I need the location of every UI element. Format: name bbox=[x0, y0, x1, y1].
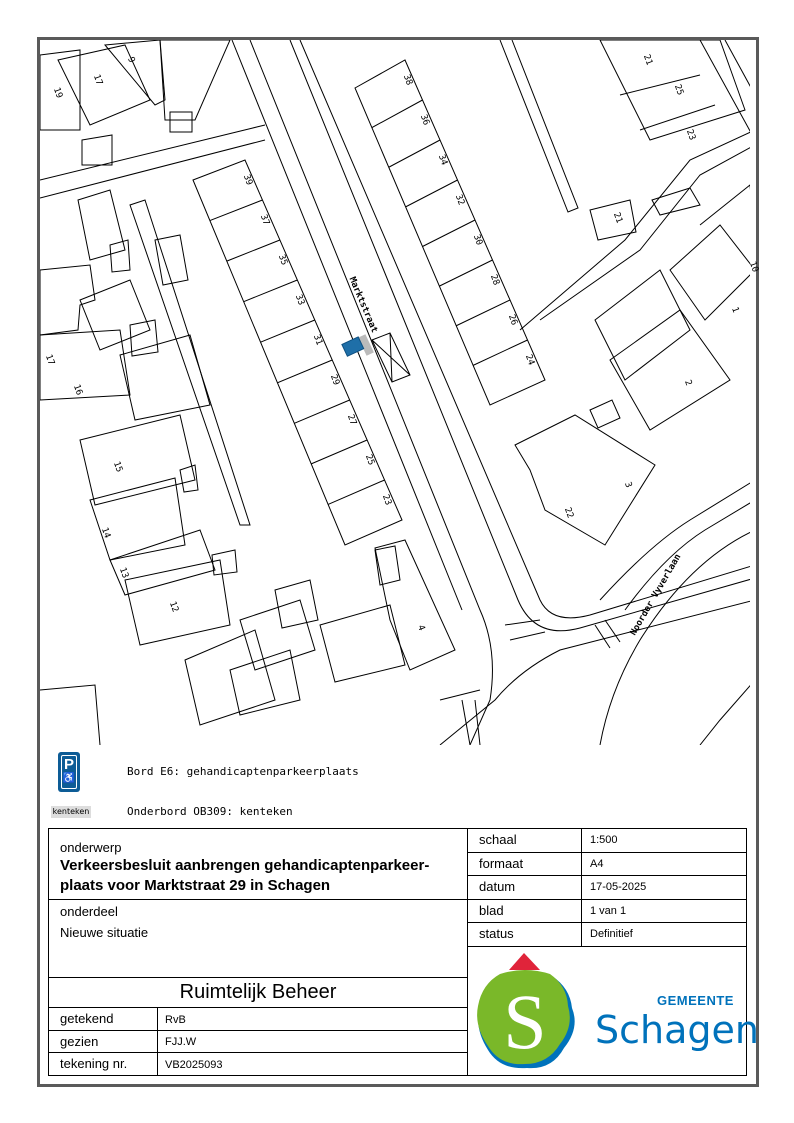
svg-text:S: S bbox=[503, 978, 547, 1065]
house-number: 23 bbox=[683, 128, 697, 142]
house-divider bbox=[294, 400, 349, 423]
blad-value: 1 van 1 bbox=[590, 905, 627, 917]
onderdeel-value: Nieuwe situatie bbox=[60, 925, 149, 940]
house-number: 35 bbox=[275, 253, 289, 267]
house-number: 3 bbox=[622, 480, 634, 490]
street-label-marktstraat: Marktstraat bbox=[346, 275, 380, 335]
status-label: status bbox=[479, 926, 514, 941]
house-number: 1 bbox=[729, 305, 741, 315]
house-number: 10 bbox=[746, 260, 760, 274]
schagen-emblem-icon bbox=[472, 948, 582, 1073]
house-number: 34 bbox=[435, 153, 449, 167]
house-number: 17 bbox=[42, 353, 56, 367]
gezien-label: gezien bbox=[60, 1034, 99, 1049]
house-divider bbox=[456, 300, 510, 326]
house-divider bbox=[372, 100, 423, 128]
onderdeel-label: onderdeel bbox=[60, 904, 118, 919]
house-number: 38 bbox=[400, 73, 414, 87]
house-divider bbox=[389, 140, 440, 167]
house-number: 31 bbox=[310, 333, 324, 347]
house-number: 36 bbox=[418, 113, 432, 127]
house-number: 17 bbox=[90, 73, 104, 87]
house-number: 14 bbox=[98, 526, 112, 540]
house-number: 16 bbox=[70, 383, 84, 397]
onderwerp-title-line1: Verkeersbesluit aanbrengen gehandicaptenparkeer- bbox=[60, 857, 430, 874]
house-number: 15 bbox=[110, 460, 124, 474]
house-number: 32 bbox=[453, 193, 467, 207]
disabled-parking-sign-icon: P ♿ bbox=[58, 752, 80, 792]
house-divider bbox=[311, 440, 367, 464]
blad-label: blad bbox=[479, 903, 504, 918]
house-number: 24 bbox=[523, 353, 537, 367]
house-number: 21 bbox=[640, 53, 654, 67]
house-number: 13 bbox=[116, 566, 130, 580]
datum-value: 17-05-2025 bbox=[590, 881, 647, 893]
street-label-noorder-vyverlaan: Noorder Vyverlaan bbox=[628, 552, 684, 638]
house-number: 21 bbox=[610, 211, 624, 225]
house-divider bbox=[473, 340, 527, 365]
buildings bbox=[40, 40, 750, 745]
legend-item-e6: Bord E6: gehandicaptenparkeerplaats bbox=[127, 765, 359, 778]
house-number: 2 bbox=[682, 378, 694, 388]
house-divider bbox=[423, 220, 476, 247]
house-number: 28 bbox=[488, 273, 502, 287]
department: Ruimtelijk Beheer bbox=[179, 981, 337, 1003]
house-number: 33 bbox=[292, 293, 307, 307]
getekend-value: RvB bbox=[165, 1014, 186, 1026]
onderwerp-label: onderwerp bbox=[60, 840, 122, 855]
road-lines bbox=[40, 40, 750, 745]
house-number: 27 bbox=[345, 413, 359, 427]
house-number: 30 bbox=[470, 233, 484, 247]
house-divider bbox=[328, 480, 384, 504]
house-number: 26 bbox=[505, 313, 519, 327]
house-number: 25 bbox=[362, 453, 376, 467]
gezien-value: FJJ.W bbox=[165, 1036, 197, 1048]
house-divider bbox=[227, 240, 280, 261]
schaal-label: schaal bbox=[479, 832, 517, 847]
onderwerp-title-line2: plaats voor Marktstraat 29 in Schagen bbox=[60, 877, 331, 894]
house-number: 22 bbox=[561, 506, 575, 520]
house-number: 37 bbox=[258, 213, 272, 227]
getekend-label: getekend bbox=[60, 1011, 114, 1026]
tekening-nr-label: tekening nr. bbox=[60, 1056, 128, 1071]
house-number: 23 bbox=[380, 493, 394, 507]
logo-gemeente-text: GEMEENTE bbox=[657, 993, 734, 1008]
kenteken-subsign-icon: kenteken bbox=[52, 807, 90, 816]
house-divider bbox=[277, 360, 332, 383]
house-number: 29 bbox=[327, 373, 341, 387]
house-rows bbox=[193, 60, 545, 545]
house-number: 4 bbox=[415, 623, 427, 633]
house-divider bbox=[406, 180, 458, 207]
house-divider bbox=[244, 280, 298, 302]
schaal-value: 1:500 bbox=[590, 834, 618, 846]
legend-item-ob309: Onderbord OB309: kenteken bbox=[127, 805, 293, 818]
tekening-nr-value: VB2025093 bbox=[165, 1059, 223, 1071]
house-number: 39 bbox=[240, 173, 254, 187]
logo-schagen-text: Schagen bbox=[595, 1008, 759, 1052]
house-divider bbox=[439, 260, 492, 286]
house-number: 25 bbox=[671, 83, 685, 97]
status-value: Definitief bbox=[590, 928, 633, 940]
site-map bbox=[40, 40, 750, 745]
house-number: 12 bbox=[166, 600, 180, 614]
datum-label: datum bbox=[479, 879, 516, 894]
house-divider bbox=[261, 320, 315, 342]
formaat-label: formaat bbox=[479, 856, 524, 871]
house-divider bbox=[210, 200, 263, 221]
formaat-value: A4 bbox=[590, 858, 604, 870]
house-number: 9 bbox=[125, 55, 137, 65]
house-number: 19 bbox=[50, 86, 64, 100]
